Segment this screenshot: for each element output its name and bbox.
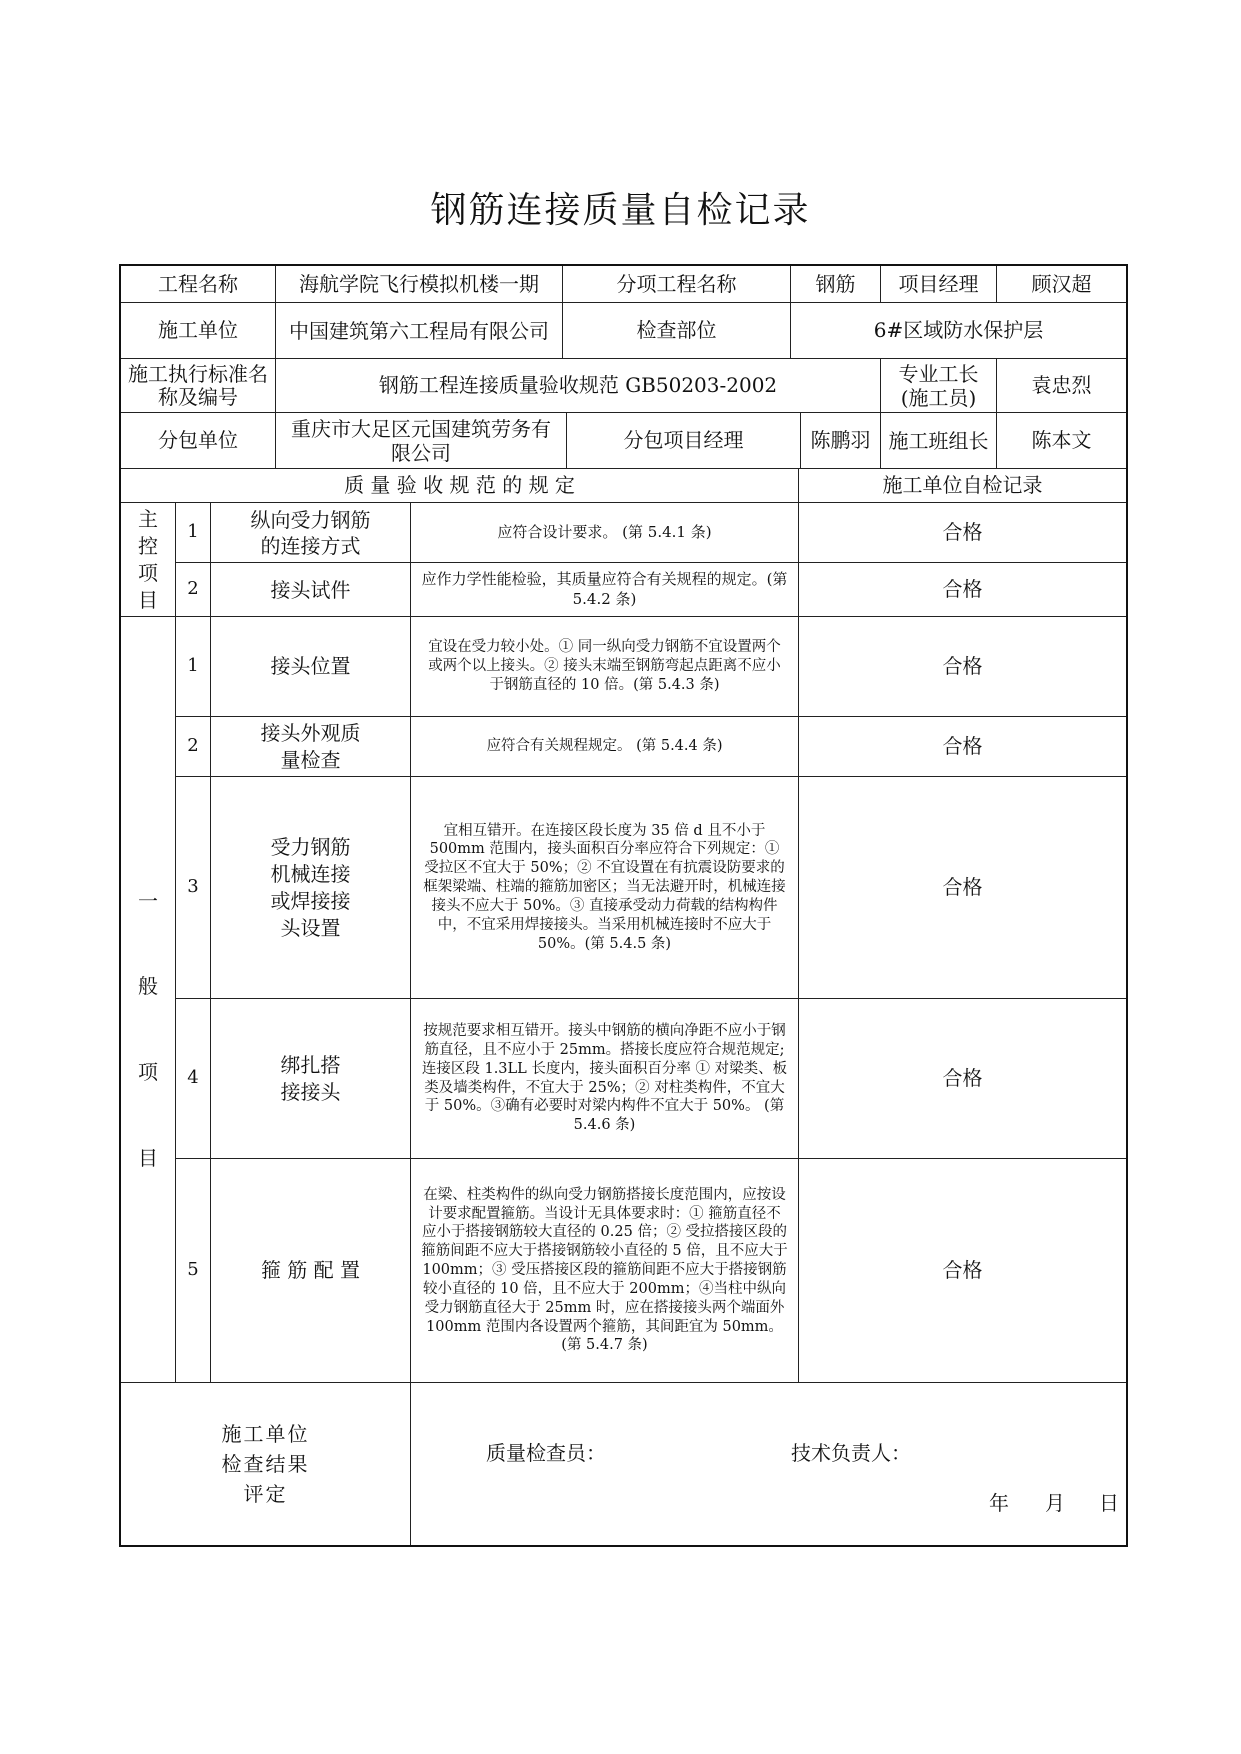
foreman-value <box>996 358 1127 413</box>
team-leader-value-text: 陈本文 <box>1031 428 1092 452</box>
general-item-result <box>798 1158 1127 1383</box>
general-item-no-text: 1 <box>187 655 199 677</box>
main-item-no <box>175 502 211 563</box>
general-item-result-text: 合格 <box>942 734 983 758</box>
date-month: 月 <box>1045 1491 1065 1515</box>
main-item-spec-text: 应符合设计要求。 (第 5.4.1 条) <box>497 522 712 541</box>
quality-inspector-label: 质量检查员： <box>486 1441 606 1465</box>
general-item-spec-text: 按规范要求相互错开。接头中钢筋的横向净距不应小于钢筋直径，且不应小于 25mm。搭接长度应符合规范规定;连接区段 1.3LL 长度内，接头面积百分率 ① 对梁类、板类及墙类构件，不宜大于 25%；② 对柱类构件，不宜大于 50%。③确有必要时对梁内构件不宜大于 50%。 (第 5.4.6 条) <box>421 1022 788 1134</box>
contractor-label-text: 施工单位 <box>158 318 238 342</box>
general-items-group-label <box>120 616 176 1383</box>
check-location-value-text: 6#区域防水保护层 <box>873 318 1044 342</box>
main-item-name-text: 接头试件 <box>270 577 351 602</box>
contractor-value <box>275 302 563 359</box>
sub-project-label <box>562 265 791 303</box>
main-item-no <box>175 562 211 617</box>
general-item-spec <box>410 998 799 1159</box>
contractor-value-text: 中国建筑第六工程局有限公司 <box>289 318 549 343</box>
general-item-result <box>798 998 1127 1159</box>
general-item-result <box>798 716 1127 777</box>
main-item-result <box>798 502 1127 563</box>
general-item-no-text: 3 <box>187 876 199 898</box>
project-name-label-text: 工程名称 <box>158 271 238 296</box>
project-name-label <box>120 265 276 303</box>
main-item-result-text: 合格 <box>942 520 983 544</box>
general-item-name <box>210 1158 411 1383</box>
foreman-label <box>880 358 997 413</box>
general-item-result-text: 合格 <box>942 1066 983 1090</box>
general-group-char: 项 <box>138 1060 158 1085</box>
standard-label-text: 施工执行标准名称及编号 <box>128 361 268 409</box>
general-item-no <box>175 616 211 717</box>
main-item-name-text: 纵向受力钢筋的连接方式 <box>250 507 371 558</box>
general-item-name-text: 接头位置 <box>270 654 351 678</box>
evaluation-label-text: 施工单位检查结果评定 <box>221 1422 310 1506</box>
general-item-result-text: 合格 <box>942 654 983 678</box>
general-item-name <box>210 616 411 717</box>
check-location-label-text: 检查部位 <box>636 318 717 342</box>
main-item-spec <box>410 502 799 563</box>
spec-section-label-text: 质 量 验 收 规 范 的 规 定 <box>344 473 575 497</box>
project-name-value-text: 海航学院飞行模拟机楼一期 <box>299 271 539 296</box>
sub-project-label-text: 分项工程名称 <box>616 271 737 296</box>
main-items-group-label <box>120 502 176 617</box>
general-item-name <box>210 998 411 1159</box>
main-item-result-text: 合格 <box>942 577 983 601</box>
standard-value-text: 钢筋工程连接质量验收规范 GB50203-2002 <box>378 373 778 397</box>
pm-label-text: 项目经理 <box>898 271 979 296</box>
general-item-spec <box>410 716 799 777</box>
check-location-label <box>562 302 791 359</box>
check-location-value <box>790 302 1127 359</box>
team-leader-label <box>880 412 997 469</box>
evaluation-sign-area <box>410 1382 1127 1546</box>
foreman-label-text: 专业工长(施工员) <box>898 361 979 410</box>
pm-value-text: 顾汉超 <box>1031 271 1092 296</box>
main-item-spec <box>410 562 799 617</box>
general-item-spec-text: 宜设在受力较小处。① 同一纵向受力钢筋不宜设置两个或两个以上接头。② 接头末端至钢筋弯起点距离不应小于钢筋直径的 10 倍。(第 5.4.3 条) <box>428 639 781 693</box>
general-item-name-text: 绑扎搭接接头 <box>280 1052 341 1104</box>
general-item-spec <box>410 616 799 717</box>
general-item-spec-text: 在梁、柱类构件的纵向受力钢筋搭接长度范围内，应按设计要求配置箍筋。当设计无具体要求时：① 箍筋直径不应小于搭接钢筋较大直径的 0.25 倍；② 受拉搭接区段的箍筋间距不应大于搭接钢筋较小直径的 5 倍，且不应大于 100mm；③ 受压搭接区段的箍筋间距不应大于搭接钢筋较小直径的 10 倍，且不应大于 200mm；④当柱中纵向受力钢筋直径大于 25mm 时，应在搭接接头两个端面外 100mm 范围内各设置两个箍筋，其间距宜为 50mm。 (第 5.4.7 条) <box>421 1186 788 1354</box>
general-group-char: 般 <box>138 974 158 999</box>
pm-label <box>880 265 997 303</box>
general-item-result <box>798 776 1127 999</box>
standard-label <box>120 358 276 413</box>
general-item-no <box>175 998 211 1159</box>
evaluation-label <box>120 1382 411 1546</box>
general-item-name-text: 受力钢筋机械连接或焊接接头设置 <box>270 834 351 940</box>
general-item-result-text: 合格 <box>942 875 983 899</box>
spec-section-label <box>120 468 799 503</box>
general-item-no <box>175 1158 211 1383</box>
sub-pm-value-text: 陈鹏羽 <box>810 428 871 452</box>
standard-value <box>275 358 881 413</box>
sub-pm-label <box>566 412 801 469</box>
date-day: 日 <box>1099 1491 1119 1515</box>
main-group-char: 目 <box>138 587 158 612</box>
sub-project-value <box>790 265 881 303</box>
main-group-char: 项 <box>138 560 158 585</box>
pm-value <box>996 265 1127 303</box>
general-item-result-text: 合格 <box>942 1258 983 1282</box>
main-item-no-text: 2 <box>187 578 199 600</box>
foreman-value-text: 袁忠烈 <box>1031 373 1092 397</box>
general-group-char: 一 <box>138 888 158 913</box>
subcontractor-label <box>120 412 276 469</box>
tech-lead-label: 技术负责人： <box>791 1441 911 1465</box>
sub-project-value-text: 钢筋 <box>815 271 856 296</box>
general-item-result <box>798 616 1127 717</box>
team-leader-value <box>996 412 1127 469</box>
general-item-no-text: 2 <box>187 735 199 757</box>
page-title: 钢筋连接质量自检记录 <box>430 190 811 231</box>
general-item-no <box>175 716 211 777</box>
general-item-name-text: 接头外观质量检查 <box>260 720 361 772</box>
general-item-spec <box>410 1158 799 1383</box>
subcontractor-value <box>275 412 567 469</box>
main-group-char: 主 <box>138 506 158 531</box>
main-item-name <box>210 502 411 563</box>
general-item-no-text: 4 <box>187 1067 199 1089</box>
contractor-label <box>120 302 276 359</box>
subcontractor-value-text: 重庆市大足区元国建筑劳务有限公司 <box>291 416 551 465</box>
general-item-name <box>210 776 411 999</box>
team-leader-label-text: 施工班组长 <box>888 428 989 453</box>
general-item-no-text: 5 <box>187 1259 199 1281</box>
general-item-name <box>210 716 411 777</box>
general-item-spec-text: 宜相互错开。在连接区段长度为 35 倍 d 且不小于 500mm 范围内，接头面积百分率应符合下列规定：① 受拉区不宜大于 50%；② 不宜设置在有抗震设防要求的框架梁端、柱端的箍筋加密区；当无法避开时，机械连接接头不应大于 50%。③ 直接承受动力荷载的结构构件中，不宜采用焊接接头。当采用机械连接时不应大于 50%。(第 5.4.5 条) <box>423 822 786 952</box>
general-item-no <box>175 776 211 999</box>
main-item-result <box>798 562 1127 617</box>
self-check-section-label-text: 施工单位自检记录 <box>882 473 1043 497</box>
self-check-section-label <box>798 468 1127 503</box>
main-item-name <box>210 562 411 617</box>
project-name-value <box>275 265 563 303</box>
general-item-spec-text: 应符合有关规程规定。 (第 5.4.4 条) <box>486 738 723 755</box>
date-year: 年 <box>989 1491 1009 1515</box>
main-item-no-text: 1 <box>187 521 199 543</box>
main-item-spec-text: 应作力学性能检验，其质量应符合有关规程的规定。(第 5.4.2 条) <box>421 570 788 608</box>
sub-pm-label-text: 分包项目经理 <box>623 428 744 452</box>
sub-pm-value <box>800 412 881 469</box>
general-item-name-text: 箍 筋 配 置 <box>260 1258 361 1282</box>
general-item-spec <box>410 776 799 999</box>
subcontractor-label-text: 分包单位 <box>158 428 238 452</box>
main-group-char: 控 <box>138 533 158 558</box>
general-group-char: 目 <box>138 1146 158 1171</box>
